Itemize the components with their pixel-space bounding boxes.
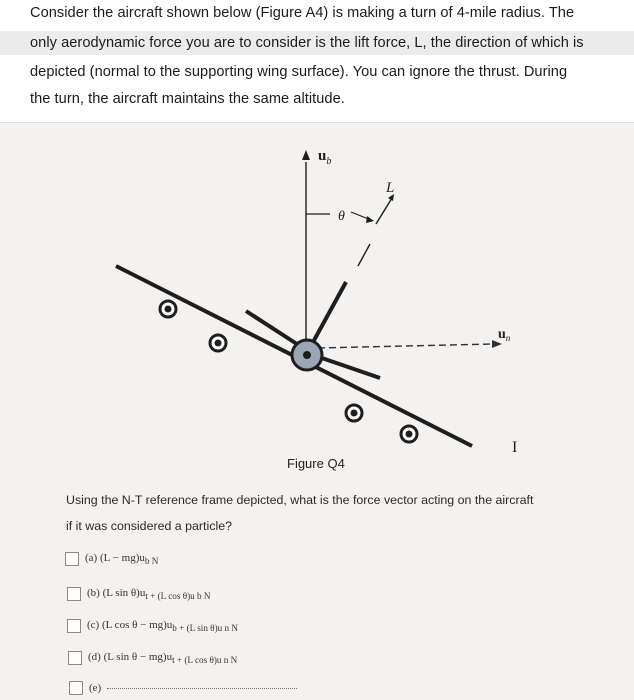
option-b[interactable] (67, 585, 210, 603)
intro-line-4: the turn, the aircraft maintains the same altitude. (30, 91, 345, 107)
option-c-label: (c) (L $\cos \theta - mg)u_{b + (L sin \theta)u n N}$ (87, 618, 238, 634)
question-line-2: if it was considered a particle? (66, 519, 232, 533)
option-e-blank[interactable] (107, 687, 297, 689)
option-e-label: (e) (89, 682, 102, 694)
figure-caption: Figure Q4 (287, 456, 345, 471)
option-e-checkbox[interactable] (69, 681, 83, 695)
engine-2 (210, 335, 226, 351)
lift-label: L (386, 180, 395, 196)
i-label: I (512, 439, 518, 456)
intro-line-1: Consider the aircraft shown below (Figure A4) is making a turn of 4-mile radius. The (30, 5, 575, 21)
ub-label: $u_b$ (318, 148, 332, 167)
engine-3 (346, 405, 362, 421)
engine-1 (160, 301, 176, 317)
fuselage-center (303, 351, 311, 359)
problem-statement (0, 0, 634, 123)
aircraft-figure (0, 122, 634, 472)
lift-arrow (376, 198, 392, 224)
vertical-stabilizer (312, 282, 346, 344)
intro-line-2: only aerodynamic force you are to consider is the lift force, L, the direction of which is (0, 31, 634, 55)
intro-line-3: depicted (normal to the supporting wing surface). You can ignore the thrust. During (30, 64, 568, 80)
engine-4 (401, 426, 417, 442)
option-d[interactable] (68, 649, 237, 667)
question-line-1: Using the N-T reference frame depicted, what is the force vector acting on the aircraft (66, 493, 534, 507)
option-d-checkbox[interactable] (68, 651, 82, 665)
option-a-label: (a) $(L - mg)u_{b N}$ (85, 551, 159, 567)
un-axis-line (318, 344, 494, 348)
lift-line (358, 244, 370, 266)
un-label: $u_n$ (498, 327, 511, 343)
theta-arrowhead (366, 216, 374, 223)
option-b-label: (b) (L $\sin \theta)u_{t + (L cos \theta)u b N}$ (87, 586, 211, 602)
theta-label: θ (338, 209, 345, 224)
option-b-checkbox[interactable] (67, 587, 81, 601)
horizontal-tail-left (246, 311, 300, 346)
horizontal-tail-right (316, 356, 380, 378)
option-a-checkbox[interactable] (65, 552, 79, 566)
option-c-checkbox[interactable] (67, 619, 81, 633)
option-c[interactable] (67, 617, 238, 635)
ub-arrowhead (302, 150, 310, 160)
option-e[interactable] (69, 679, 297, 697)
option-d-label: (d) (L $\sin \theta - mg)u_{t + (L cos \theta)u n N}$ (88, 650, 238, 666)
option-a[interactable] (65, 550, 158, 568)
